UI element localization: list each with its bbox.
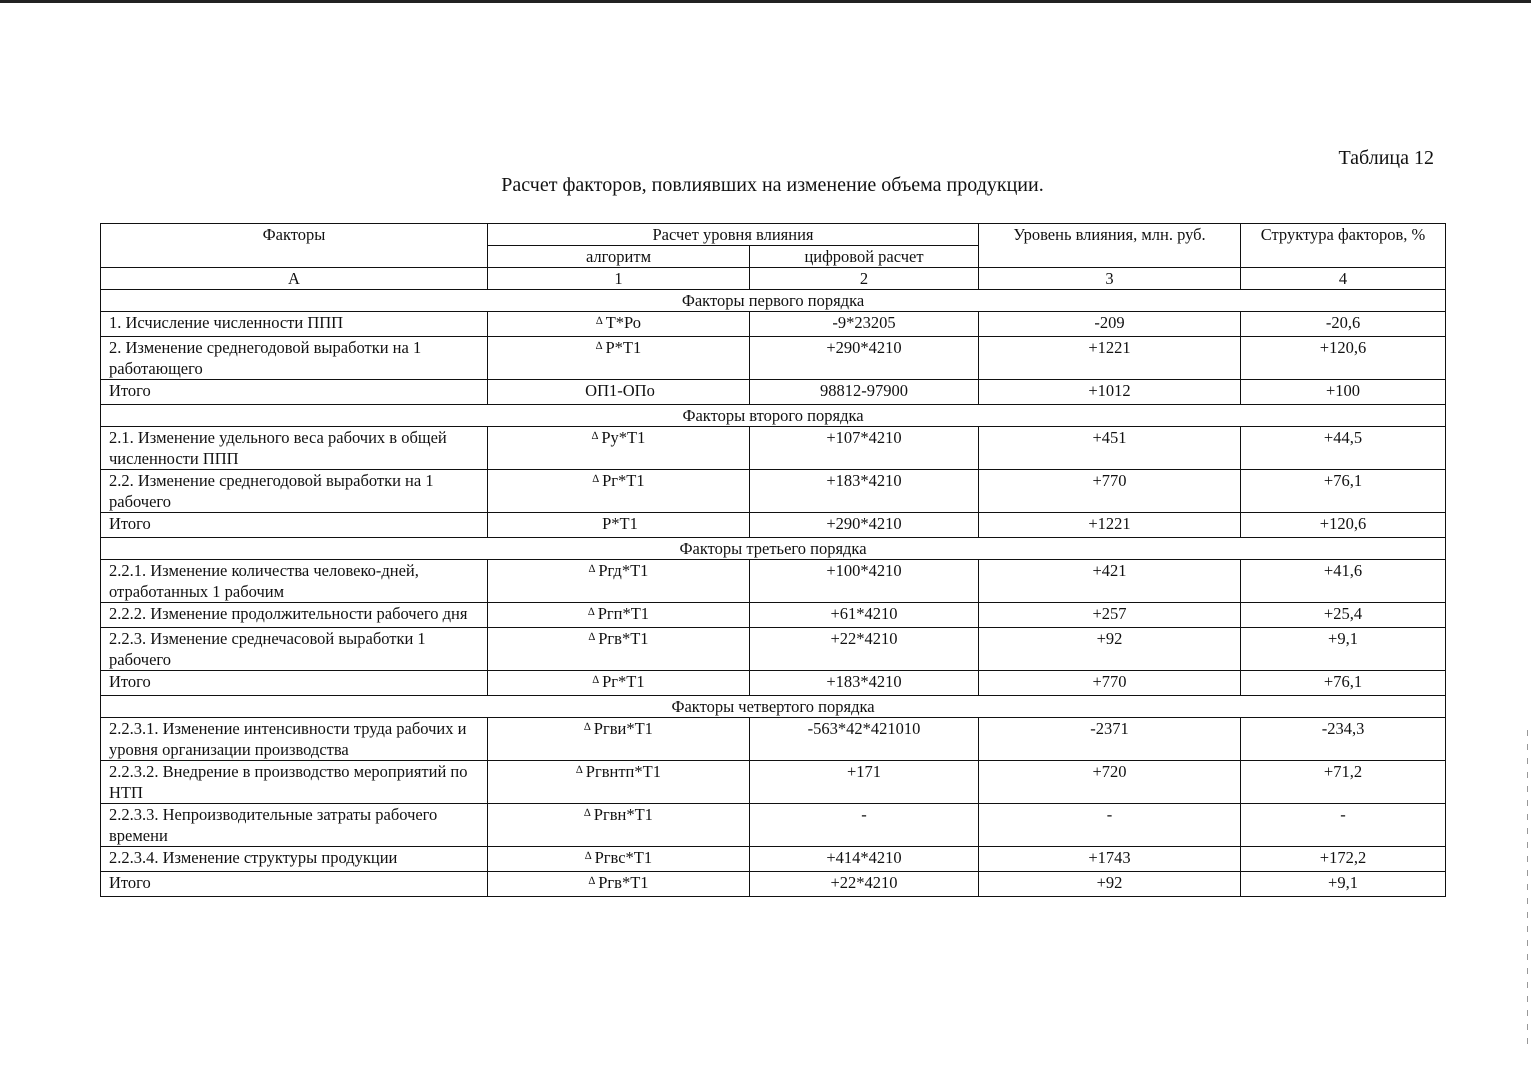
factor-cell: 2.2.1. Изменение количества человеко-дней, отработанных 1 рабочим bbox=[101, 560, 488, 603]
factor-cell: 2.2.3.3. Непроизводительные затраты рабочего времени bbox=[101, 804, 488, 847]
algorithm-text: Ргвнтп*Т1 bbox=[585, 762, 661, 781]
table-row bbox=[101, 560, 1446, 603]
algorithm-cell bbox=[488, 671, 750, 696]
structure-cell: +172,2 bbox=[1241, 847, 1446, 872]
algorithm-text: Ру*Т1 bbox=[601, 428, 646, 447]
column-index-1: 1 bbox=[488, 268, 750, 290]
delta-icon: ∆ bbox=[592, 674, 600, 686]
numeric-calc-cell: -9*23205 bbox=[750, 312, 979, 337]
table-number: Таблица 12 bbox=[1338, 147, 1434, 169]
column-index-2: 2 bbox=[750, 268, 979, 290]
algorithm-text: Рг*Т1 bbox=[602, 672, 645, 691]
structure-cell: +9,1 bbox=[1241, 628, 1446, 671]
delta-icon: ∆ bbox=[584, 807, 591, 819]
algorithm-cell bbox=[488, 804, 750, 847]
impact-level-cell: - bbox=[979, 804, 1241, 847]
structure-cell: - bbox=[1241, 804, 1446, 847]
scan-edge-top bbox=[0, 0, 1531, 3]
section-title: Факторы четвертого порядка bbox=[101, 696, 1446, 718]
factor-cell: 2.2.3.1. Изменение интенсивности труда рабочих и уровня организации производства bbox=[101, 718, 488, 761]
algorithm-cell bbox=[488, 761, 750, 804]
algorithm-text: Ргд*Т1 bbox=[598, 561, 649, 580]
table-row bbox=[101, 847, 1446, 872]
algorithm-cell bbox=[488, 628, 750, 671]
factor-cell: Итого bbox=[101, 671, 488, 696]
factor-cell: Итого bbox=[101, 380, 488, 405]
factor-cell: 2.2.3. Изменение среднечасовой выработки 1 рабочего bbox=[101, 628, 488, 671]
table-row bbox=[101, 427, 1446, 470]
factor-cell: Итого bbox=[101, 513, 488, 538]
numeric-calc-cell: 98812-97900 bbox=[750, 380, 979, 405]
algorithm-cell bbox=[488, 427, 750, 470]
column-index-a: А bbox=[101, 268, 488, 290]
structure-cell: +44,5 bbox=[1241, 427, 1446, 470]
numeric-calc-cell: -563*42*421010 bbox=[750, 718, 979, 761]
numeric-calc-cell: +414*4210 bbox=[750, 847, 979, 872]
numeric-calc-cell: +183*4210 bbox=[750, 671, 979, 696]
impact-level-cell: +1221 bbox=[979, 513, 1241, 538]
impact-level-cell: +1221 bbox=[979, 337, 1241, 380]
impact-level-cell: +770 bbox=[979, 470, 1241, 513]
factor-cell: 2.2.3.2. Внедрение в производство мероприятий по НТП bbox=[101, 761, 488, 804]
table-row bbox=[101, 804, 1446, 847]
impact-level-cell: +92 bbox=[979, 628, 1241, 671]
algorithm-text: Т*Ро bbox=[605, 313, 642, 332]
algorithm-text: Ргвс*Т1 bbox=[594, 848, 653, 867]
delta-icon: ∆ bbox=[588, 875, 596, 887]
factors-table bbox=[100, 223, 1446, 897]
impact-level-cell: -209 bbox=[979, 312, 1241, 337]
section-title: Факторы третьего порядка bbox=[101, 538, 1446, 560]
header-algorithm: алгоритм bbox=[488, 246, 750, 268]
impact-level-cell: +92 bbox=[979, 872, 1241, 897]
section-header-row bbox=[101, 696, 1446, 718]
structure-cell: +120,6 bbox=[1241, 337, 1446, 380]
delta-icon: ∆ bbox=[588, 563, 596, 575]
structure-cell: +76,1 bbox=[1241, 671, 1446, 696]
numeric-calc-cell: +100*4210 bbox=[750, 560, 979, 603]
total-row bbox=[101, 380, 1446, 405]
table-row bbox=[101, 628, 1446, 671]
structure-cell: +76,1 bbox=[1241, 470, 1446, 513]
header-calc-group: Расчет уровня влияния bbox=[488, 224, 979, 246]
structure-cell: +100 bbox=[1241, 380, 1446, 405]
structure-cell: +71,2 bbox=[1241, 761, 1446, 804]
numeric-calc-cell: +61*4210 bbox=[750, 603, 979, 628]
structure-cell: +41,6 bbox=[1241, 560, 1446, 603]
delta-icon: ∆ bbox=[591, 430, 599, 442]
impact-level-cell: +1012 bbox=[979, 380, 1241, 405]
structure-cell: +9,1 bbox=[1241, 872, 1446, 897]
section-header-row bbox=[101, 290, 1446, 312]
algorithm-cell bbox=[488, 847, 750, 872]
header-structure: Структура факторов, % bbox=[1241, 224, 1446, 268]
numeric-calc-cell: +183*4210 bbox=[750, 470, 979, 513]
algorithm-text: Рг*Т1 bbox=[602, 471, 645, 490]
factor-cell: 2.2. Изменение среднегодовой выработки на 1 рабочего bbox=[101, 470, 488, 513]
section-header-row bbox=[101, 405, 1446, 427]
total-row bbox=[101, 872, 1446, 897]
delta-icon: ∆ bbox=[576, 764, 583, 776]
table-row bbox=[101, 337, 1446, 380]
delta-icon: ∆ bbox=[584, 721, 591, 733]
total-row bbox=[101, 671, 1446, 696]
factor-cell: 2. Изменение среднегодовой выработки на 1 работающего bbox=[101, 337, 488, 380]
table-row bbox=[101, 761, 1446, 804]
table-body bbox=[101, 290, 1446, 897]
column-index-4: 4 bbox=[1241, 268, 1446, 290]
table-row bbox=[101, 718, 1446, 761]
delta-icon: ∆ bbox=[587, 606, 595, 618]
delta-icon: ∆ bbox=[595, 340, 603, 352]
algorithm-text: ОП1-ОПо bbox=[585, 381, 655, 400]
structure-cell: -20,6 bbox=[1241, 312, 1446, 337]
numeric-calc-cell: +22*4210 bbox=[750, 872, 979, 897]
structure-cell: +120,6 bbox=[1241, 513, 1446, 538]
table-row bbox=[101, 470, 1446, 513]
factor-cell: 2.2.2. Изменение продолжительности рабочего дня bbox=[101, 603, 488, 628]
algorithm-cell bbox=[488, 312, 750, 337]
document-title: Расчет факторов, повлиявших на изменение объема продукции. bbox=[501, 174, 1044, 196]
impact-level-cell: +1743 bbox=[979, 847, 1241, 872]
impact-level-cell: +451 bbox=[979, 427, 1241, 470]
section-header-row bbox=[101, 538, 1446, 560]
algorithm-cell bbox=[488, 560, 750, 603]
impact-level-cell: +421 bbox=[979, 560, 1241, 603]
algorithm-text: Ргп*Т1 bbox=[597, 604, 650, 623]
algorithm-cell bbox=[488, 718, 750, 761]
algorithm-cell bbox=[488, 513, 750, 538]
algorithm-cell bbox=[488, 872, 750, 897]
algorithm-text: Ргви*Т1 bbox=[593, 719, 653, 738]
algorithm-cell bbox=[488, 380, 750, 405]
scan-edge-right bbox=[1527, 730, 1528, 1050]
delta-icon: ∆ bbox=[595, 315, 603, 327]
factor-cell: 2.2.3.4. Изменение структуры продукции bbox=[101, 847, 488, 872]
numeric-calc-cell: +107*4210 bbox=[750, 427, 979, 470]
algorithm-text: Ргв*Т1 bbox=[598, 629, 649, 648]
impact-level-cell: +770 bbox=[979, 671, 1241, 696]
numeric-calc-cell: +22*4210 bbox=[750, 628, 979, 671]
algorithm-text: Ргв*Т1 bbox=[598, 873, 649, 892]
algorithm-text: Р*Т1 bbox=[605, 338, 642, 357]
structure-cell: +25,4 bbox=[1241, 603, 1446, 628]
section-title: Факторы второго порядка bbox=[101, 405, 1446, 427]
impact-level-cell: +257 bbox=[979, 603, 1241, 628]
numeric-calc-cell: +171 bbox=[750, 761, 979, 804]
total-row bbox=[101, 513, 1446, 538]
algorithm-cell bbox=[488, 603, 750, 628]
algorithm-cell bbox=[488, 337, 750, 380]
header-factors: Факторы bbox=[101, 224, 488, 268]
delta-icon: ∆ bbox=[592, 473, 600, 485]
algorithm-text: Р*Т1 bbox=[602, 514, 638, 533]
factor-cell: 1. Исчисление численности ППП bbox=[101, 312, 488, 337]
numeric-calc-cell: +290*4210 bbox=[750, 513, 979, 538]
column-index-3: 3 bbox=[979, 268, 1241, 290]
numeric-calc-cell: +290*4210 bbox=[750, 337, 979, 380]
section-title: Факторы первого порядка bbox=[101, 290, 1446, 312]
delta-icon: ∆ bbox=[584, 850, 592, 862]
table-row bbox=[101, 603, 1446, 628]
algorithm-text: Ргвн*Т1 bbox=[593, 805, 653, 824]
table-row bbox=[101, 312, 1446, 337]
structure-cell: -234,3 bbox=[1241, 718, 1446, 761]
impact-level-cell: +720 bbox=[979, 761, 1241, 804]
header-numeric-calc: цифровой расчет bbox=[750, 246, 979, 268]
factor-cell: Итого bbox=[101, 872, 488, 897]
impact-level-cell: -2371 bbox=[979, 718, 1241, 761]
delta-icon: ∆ bbox=[588, 631, 596, 643]
header-impact-level: Уровень влияния, млн. руб. bbox=[979, 224, 1241, 268]
factor-cell: 2.1. Изменение удельного веса рабочих в общей численности ППП bbox=[101, 427, 488, 470]
algorithm-cell bbox=[488, 470, 750, 513]
numeric-calc-cell: - bbox=[750, 804, 979, 847]
